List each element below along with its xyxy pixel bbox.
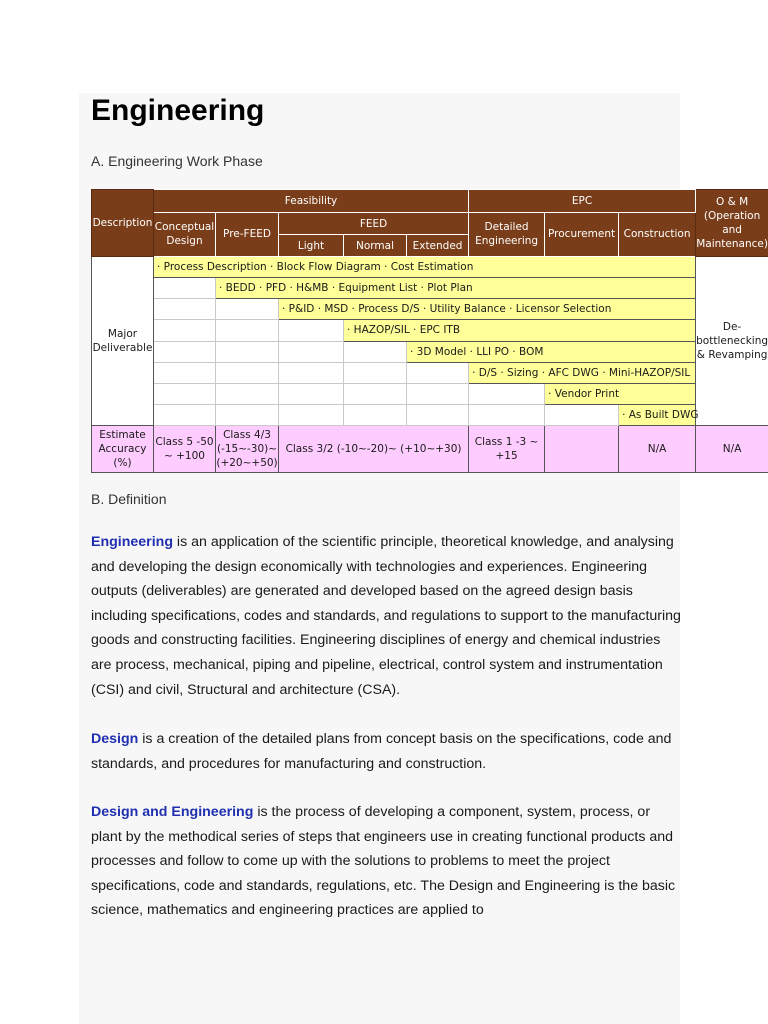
grid-cell	[216, 384, 279, 405]
header-feed: FEED	[279, 213, 469, 235]
deliverable-row: · As Built DWG	[619, 405, 696, 426]
grid-cell	[154, 384, 216, 405]
definition-design	[91, 727, 683, 776]
header-construction: Construction	[619, 213, 696, 256]
accuracy-construction: N/A	[619, 426, 696, 473]
deliverable-row: · 3D Model · LLI PO · BOM	[407, 341, 696, 362]
grid-cell	[279, 384, 344, 405]
header-light: Light	[279, 235, 344, 256]
accuracy-procurement	[545, 426, 619, 473]
grid-cell	[216, 299, 279, 320]
engineering-work-phase-table	[91, 189, 768, 473]
grid-cell	[216, 320, 279, 341]
grid-cell	[279, 320, 344, 341]
header-feasibility: Feasibility	[154, 190, 469, 213]
grid-cell	[216, 362, 279, 383]
header-detailed-engineering: Detailed Engineering	[469, 213, 545, 256]
definition-design-and-engineering	[91, 800, 683, 923]
definition-term: Design and Engineering	[91, 804, 254, 820]
deliverable-row: · Process Description · Block Flow Diagram · Cost Estimation	[154, 256, 696, 277]
grid-cell	[154, 341, 216, 362]
grid-cell	[344, 362, 407, 383]
header-om: O & M (Operation and Maintenance)	[696, 190, 768, 257]
header-pre-feed: Pre-FEED	[216, 213, 279, 256]
accuracy-conceptual: Class 5 -50 ~ +100	[154, 426, 216, 473]
header-conceptual-design: Conceptual Design	[154, 213, 216, 256]
grid-cell	[279, 362, 344, 383]
page-title: Engineering	[91, 94, 265, 127]
deliverable-row: · HAZOP/SIL · EPC ITB	[344, 320, 696, 341]
accuracy-detailed: Class 1 -3 ~ +15	[469, 426, 545, 473]
grid-cell	[154, 405, 216, 426]
definition-term: Design	[91, 731, 139, 747]
grid-cell	[344, 384, 407, 405]
header-epc: EPC	[469, 190, 696, 213]
deliverable-row: · BEDD · PFD · H&MB · Equipment List · Plot Plan	[216, 277, 696, 298]
grid-cell	[545, 405, 619, 426]
grid-cell	[279, 405, 344, 426]
grid-cell	[216, 341, 279, 362]
accuracy-label: Estimate Accuracy (%)	[92, 426, 154, 473]
deliverable-row: · P&ID · MSD · Process D/S · Utility Balance · Licensor Selection	[279, 299, 696, 320]
header-description: Description	[92, 190, 154, 257]
grid-cell	[344, 341, 407, 362]
om-deliverable: De-bottlenecking & Revamping	[696, 256, 768, 426]
grid-cell	[154, 277, 216, 298]
major-deliverable-label: Major Deliverable	[92, 256, 154, 426]
grid-cell	[216, 405, 279, 426]
grid-cell	[279, 341, 344, 362]
grid-cell	[154, 320, 216, 341]
section-a-heading: A. Engineering Work Phase	[91, 153, 263, 169]
grid-cell	[469, 405, 545, 426]
definition-text: is a creation of the detailed plans from concept basis on the specifications, code and standards, and procedures for manufacturing and construction.	[91, 731, 672, 772]
deliverable-row: · D/S · Sizing · AFC DWG · Mini-HAZOP/SIL	[469, 362, 696, 383]
header-normal: Normal	[344, 235, 407, 256]
header-extended: Extended	[407, 235, 469, 256]
grid-cell	[154, 362, 216, 383]
definition-term: Engineering	[91, 534, 173, 550]
grid-cell	[344, 405, 407, 426]
section-b-heading: B. Definition	[91, 491, 167, 507]
deliverable-row: · Vendor Print	[545, 384, 696, 405]
accuracy-feed: Class 3/2 (-10~-20)~ (+10~+30)	[279, 426, 469, 473]
header-procurement: Procurement	[545, 213, 619, 256]
grid-cell	[154, 299, 216, 320]
grid-cell	[469, 384, 545, 405]
accuracy-pre-feed: Class 4/3 (-15~-30)~ (+20~+50)	[216, 426, 279, 473]
grid-cell	[407, 405, 469, 426]
grid-cell	[407, 362, 469, 383]
definition-text: is an application of the scientific principle, theoretical knowledge, and analysing and developing the design economically with technologies and experiences. Engineering outputs (deliverables) are generated and developed based on the agreed design basis including specifications, codes and standards, and regulations to support to the manufacturing goods and constructing facilities. Engineering disciplines of energy and chemical industries are process, mechanical, piping and pipeline, electrical, control system and instrumentation (CSI) and civil, Structural and architecture (CSA).	[91, 534, 681, 698]
grid-cell	[407, 384, 469, 405]
definition-engineering	[91, 530, 683, 702]
definition-text: is the process of developing a component, system, process, or plant by the methodical series of steps that engineers use in creating functional products and processes and follow to come up with the solutions to problems to meet the project specifications, code and standards, regulations, etc. The Design and Engineering is the basic science, mathematics and engineering practices are applied to	[91, 804, 676, 919]
accuracy-om: N/A	[696, 426, 768, 473]
